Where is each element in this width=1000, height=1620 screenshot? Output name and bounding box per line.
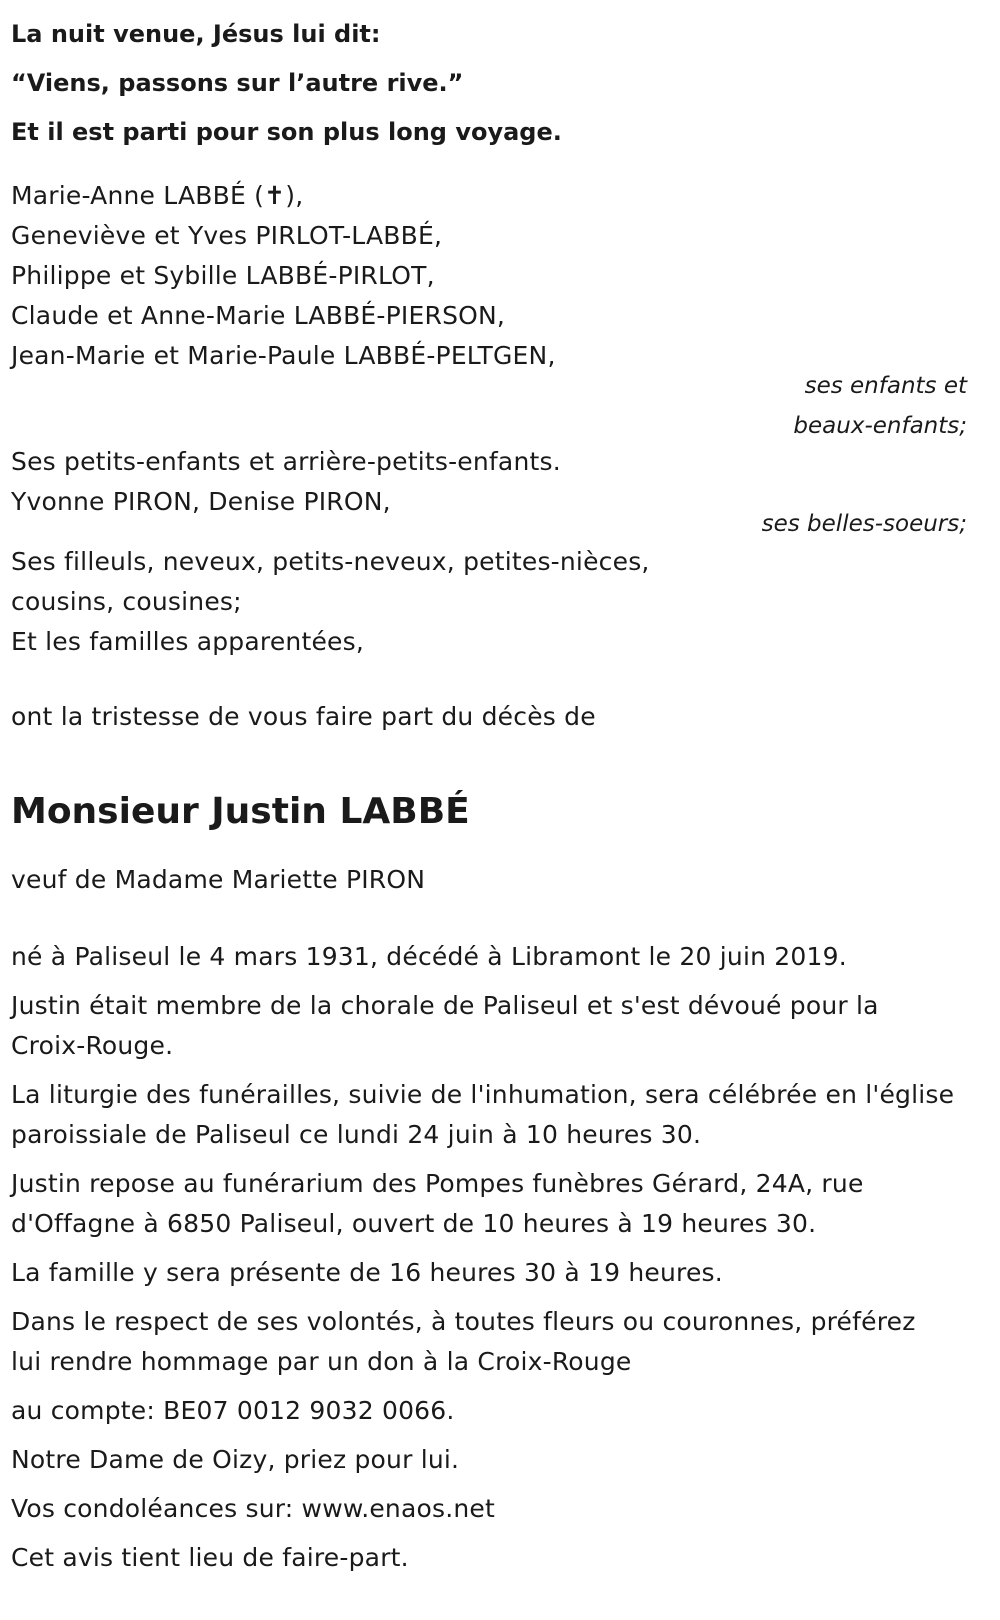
details <box>11 937 954 1587</box>
biography: Justin était membre de la chorale de Paliseul et s'est dévoué pour la Croix-Rouge. <box>11 991 879 1060</box>
other-relatives <box>11 542 650 662</box>
relatives-line: cousins, cousines; <box>11 587 242 616</box>
relatives-line: Et les familles apparentées, <box>11 627 364 656</box>
relation-line: ses enfants et <box>804 373 967 399</box>
notice-line: Cet avis tient lieu de faire-part. <box>11 1543 409 1572</box>
family-member: Jean-Marie et Marie-Paule LABBÉ-PELTGEN, <box>11 341 556 370</box>
relation-line: beaux-enfants; <box>793 413 967 439</box>
wishes: Dans le respect de ses volontés, à toutes fleurs ou couronnes, préférez lui rendre hommage par un don à la Croix-Rouge <box>11 1307 916 1376</box>
birth-death-dates: né à Paliseul le 4 mars 1931, décédé à Libramont le 20 juin 2019. <box>11 942 847 971</box>
relation-line: ses belles-soeurs; <box>761 511 967 537</box>
prayer: Notre Dame de Oizy, priez pour lui. <box>11 1445 460 1474</box>
bank-account: au compte: BE07 0012 9032 0066. <box>11 1396 455 1425</box>
epigraph <box>11 10 562 157</box>
family-presence: La famille y sera présente de 16 heures 30 à 19 heures. <box>11 1258 723 1287</box>
announcement <box>11 697 596 737</box>
funeral-home-info: Justin repose au funérarium des Pompes funèbres Gérard, 24A, rue d'Offagne à 6850 Paliseul, ouvert de 10 heures à 19 heures 30. <box>11 1169 864 1238</box>
family-member: Marie-Anne LABBÉ (✝), <box>11 181 304 210</box>
epigraph-line: Et il est parti pour son plus long voyage. <box>11 118 562 146</box>
epigraph-line: La nuit venue, Jésus lui dit: <box>11 20 381 48</box>
sisters-in-law-relation <box>762 504 967 544</box>
deceased-name: Monsieur Justin LABBÉ <box>11 791 470 832</box>
children-relation <box>793 366 967 446</box>
condolences-link: Vos condoléances sur: www.enaos.net <box>11 1494 495 1523</box>
grandchildren-and-sisters <box>11 442 561 522</box>
family-member: Claude et Anne-Marie LABBÉ-PIERSON, <box>11 301 506 330</box>
children-list <box>11 176 556 376</box>
widower-text: veuf de Madame Mariette PIRON <box>11 865 426 894</box>
liturgy-info: La liturgie des funérailles, suivie de l'inhumation, sera célébrée en l'église paroissiale de Paliseul ce lundi 24 juin à 10 heures 30. <box>11 1080 955 1149</box>
relatives-line: Ses filleuls, neveux, petits-neveux, petites-nièces, <box>11 547 650 576</box>
grandchildren-line: Ses petits-enfants et arrière-petits-enfants. <box>11 447 561 476</box>
announcement-line: ont la tristesse de vous faire part du décès de <box>11 702 596 731</box>
widower-line <box>11 860 425 900</box>
family-member: Geneviève et Yves PIRLOT-LABBÉ, <box>11 221 443 250</box>
epigraph-line: “Viens, passons sur l’autre rive.” <box>11 69 464 97</box>
family-member: Philippe et Sybille LABBÉ-PIRLOT, <box>11 261 435 290</box>
sisters-in-law-names: Yvonne PIRON, Denise PIRON, <box>11 487 391 516</box>
